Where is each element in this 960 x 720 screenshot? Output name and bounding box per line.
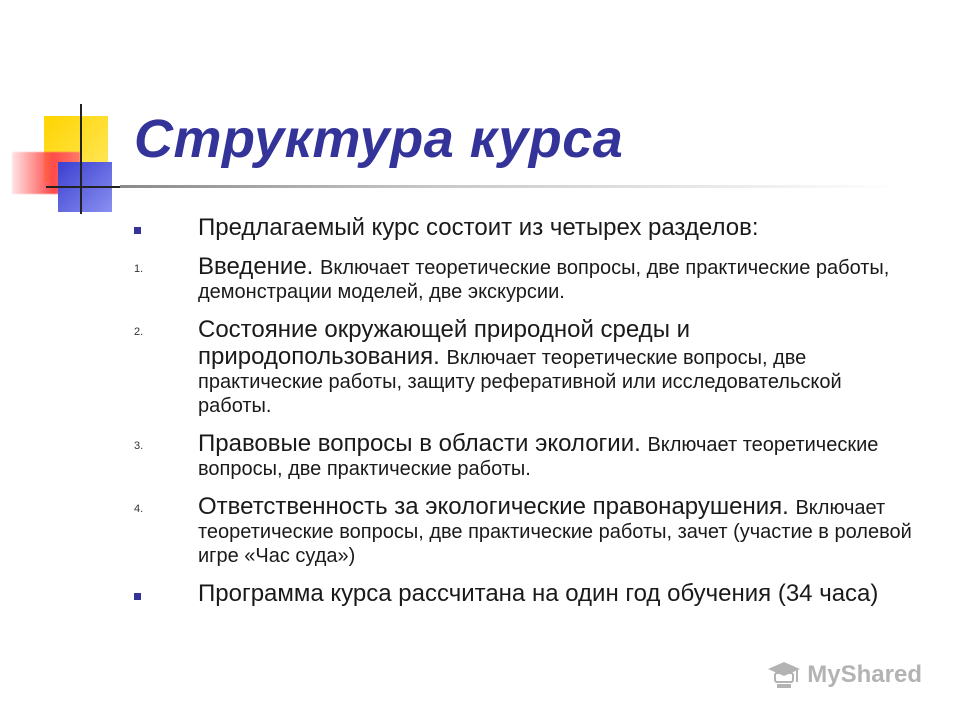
item-number: 4. bbox=[134, 503, 144, 515]
outro-text: Программа курса рассчитана на один год обучения (34 часа) bbox=[198, 580, 879, 607]
section-detail: Включает теоретические вопросы, две практические работы, защиту реферативной или исследовательской работы. bbox=[198, 347, 842, 417]
slide-title: Структура курса bbox=[134, 109, 624, 169]
section-heading: Ответственность за экологические правонарушения. bbox=[198, 493, 796, 520]
bullet-square-icon bbox=[134, 593, 141, 600]
slide-body bbox=[134, 214, 914, 619]
section-detail: Включает теоретические вопросы, две практические работы, зачет (участие в ролевой игре «Час суда») bbox=[198, 497, 912, 567]
bullet-square-icon bbox=[134, 227, 141, 234]
intro-text: Предлагаемый курс состоит из четырех разделов: bbox=[198, 214, 759, 241]
decorative-logo-block bbox=[0, 0, 140, 230]
myshared-watermark bbox=[767, 660, 922, 690]
section-detail: Включает теоретические вопросы, две практические работы. bbox=[198, 434, 879, 480]
section-heading: Состояние окружающей природной среды и природопользования. bbox=[198, 316, 691, 370]
section-detail: Включает теоретические вопросы, две практические работы, демонстрации моделей, две экскурсии. bbox=[198, 257, 890, 303]
decor-vertical-line bbox=[80, 104, 82, 214]
mortarboard-icon bbox=[767, 660, 801, 690]
watermark-text: MyShared bbox=[807, 661, 922, 688]
bullet-item-intro bbox=[134, 214, 914, 241]
section-heading: Правовые вопросы в области экологии. bbox=[198, 430, 648, 457]
item-number: 2. bbox=[134, 326, 144, 338]
section-heading: Введение. bbox=[198, 253, 321, 280]
item-number: 1. bbox=[134, 263, 144, 275]
item-number: 3. bbox=[134, 440, 144, 452]
numbered-item-2 bbox=[134, 316, 914, 418]
bullet-item-outro bbox=[134, 580, 914, 607]
numbered-item-4 bbox=[134, 493, 914, 568]
numbered-item-1 bbox=[134, 253, 914, 304]
title-underline bbox=[120, 185, 900, 188]
numbered-item-3 bbox=[134, 430, 914, 481]
